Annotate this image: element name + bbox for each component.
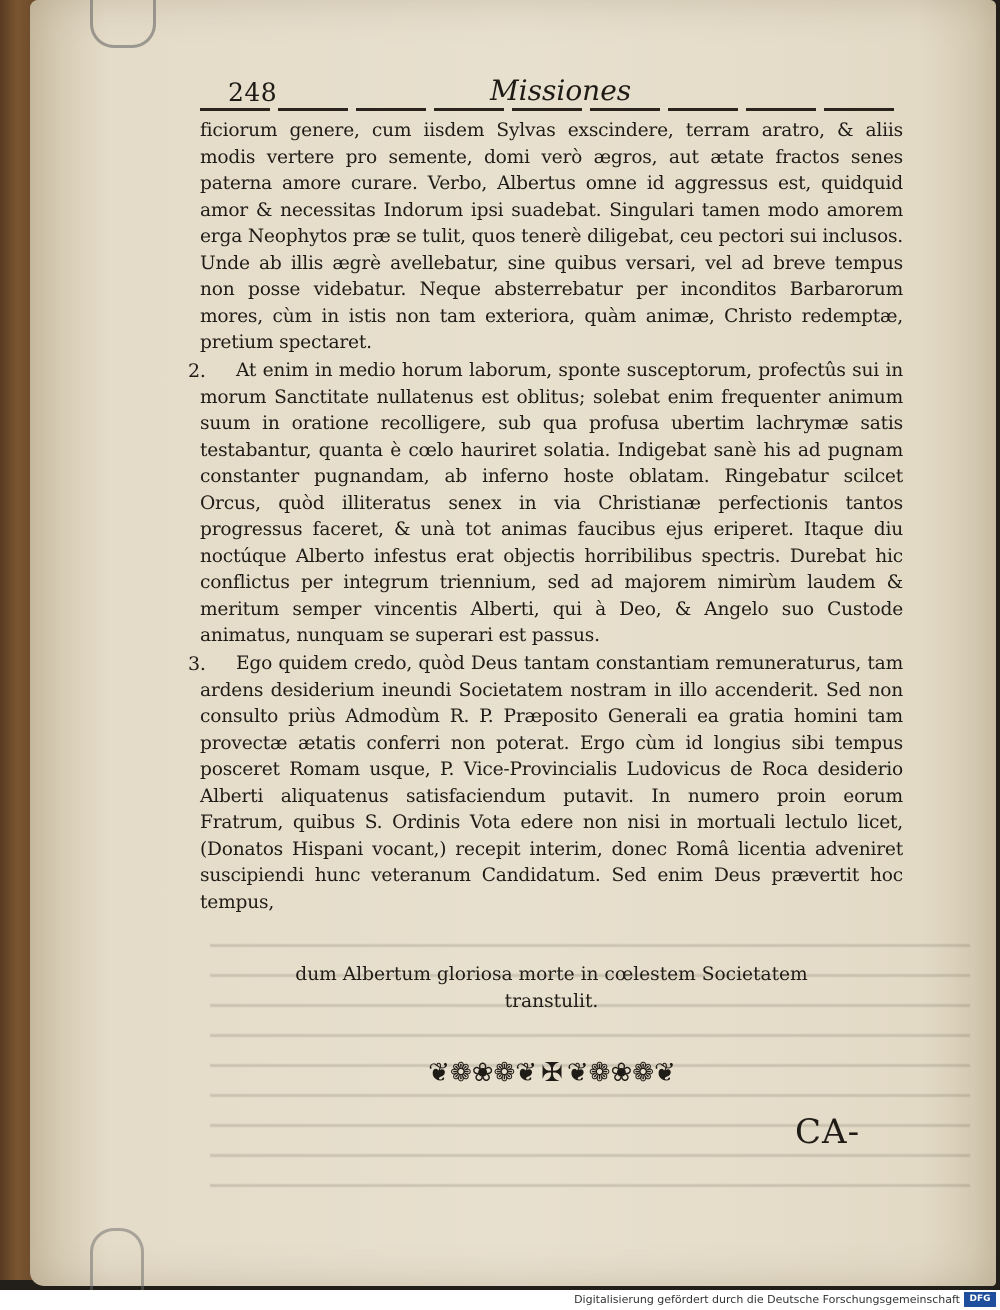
fleuron-icon: ❦❁❀❁❦ — [428, 1058, 538, 1088]
closing-line-1: dum Albertum gloriosa morte in cœlestem Societatem — [295, 964, 808, 985]
closing-lines — [200, 962, 903, 1015]
header-rule — [200, 108, 900, 111]
digitization-footer — [0, 1290, 1000, 1310]
page-clip-top — [90, 0, 156, 48]
running-title: Missiones — [490, 74, 632, 107]
catchword: CA- — [795, 1112, 861, 1152]
closing-line-2: transtulit. — [504, 990, 599, 1012]
page-header — [200, 70, 900, 114]
page-number: 248 — [228, 78, 278, 107]
cross-ornament-icon: ✠ — [541, 1058, 563, 1088]
paragraph-number: 3. — [188, 653, 206, 675]
body-text — [188, 118, 903, 918]
paragraph-text: Ego quidem credo, quòd Deus tantam constantiam remuneraturus, tam ardens desiderium ineundi Societatem nostram in illo accenderit. Sed non consulto priùs Admodùm R. P. Præposito Generali ea gratia homini tam provectæ ætatis conferri non poterat. Ergo cùm id longius sibi tempus posceret Romam usque, P. Vice-Provincialis Ludovicus de Roca desiderio Alberti aliquatenus satisfaciendum putavit. In numero proin eorum Fratrum, quibus S. Ordinis Vota edere non nisi in mortuali lectulo licet, (Donatos Hispani vocant,) recepit interim, donec Româ licentia adveniret suscipiendi hunc veteranum Candidatum. Sed enim Deus prævertit hoc tempus, — [200, 653, 903, 913]
paragraph-1 — [200, 118, 903, 357]
dfg-logo: DFG — [964, 1292, 996, 1307]
footer-credit: Digitalisierung gefördert durch die Deutsche Forschungsgemeinschaft — [574, 1293, 960, 1306]
fleuron-icon: ❦❁❀❁❦ — [566, 1058, 676, 1088]
paragraph-3 — [188, 651, 903, 916]
paragraph-number: 2. — [188, 360, 206, 382]
paragraph-2 — [188, 358, 903, 650]
page-clip-bottom — [90, 1228, 144, 1291]
paragraph-text: ficiorum genere, cum iisdem Sylvas exscindere, terram aratro, & aliis modis vertere pro semente, domi verò ægros, aut ætate fractos senes paterna amore curare. Verbo, Albertus omne id aggressus est, quidquid amor & necessitas Indorum ipsi suadebat. Singulari tamen modo amorem erga Neophytos præ se tulit, quos tenerè diligebat, ceu pectori sui inclusos. Unde ab illis ægrè avellebatur, sine quibus versari, vel ad breve tempus non posse videbatur. Neque absterrebatur per inconditos Barbarorum mores, cùm in istis non tam exteriora, quàm animæ, Christo redemptæ, pretium spectaret. — [200, 120, 903, 353]
paragraph-text: At enim in medio horum laborum, sponte susceptorum, profectûs sui in morum Sanctitate nullatenus est oblitus; solebat enim frequenter animum suum in oratione recolligere, sub qua profusa ubertim lachrymæ satis testabantur, quanta è cœlo hauriret solatia. Indigebat sanè his ad pugnam constanter pugnandam, ab inferno hoste oblatam. Ringebatur scilcet Orcus, quòd illiteratus senex in via Christianæ perfectionis tantos progressus faceret, & unà tot animas faucibus ejus eriperet. Itaque diu noctúque Alberto infestus erat objectis horribilibus spectris. Durebat hic conflictus per integrum triennium, sed ad majorem nimirùm laudem & meritum semper vincentis Alberti, qui à Deo, & Angelo suo Custode animatus, nunquam se superari est passus. — [200, 360, 903, 646]
printer-ornament — [392, 1048, 712, 1098]
